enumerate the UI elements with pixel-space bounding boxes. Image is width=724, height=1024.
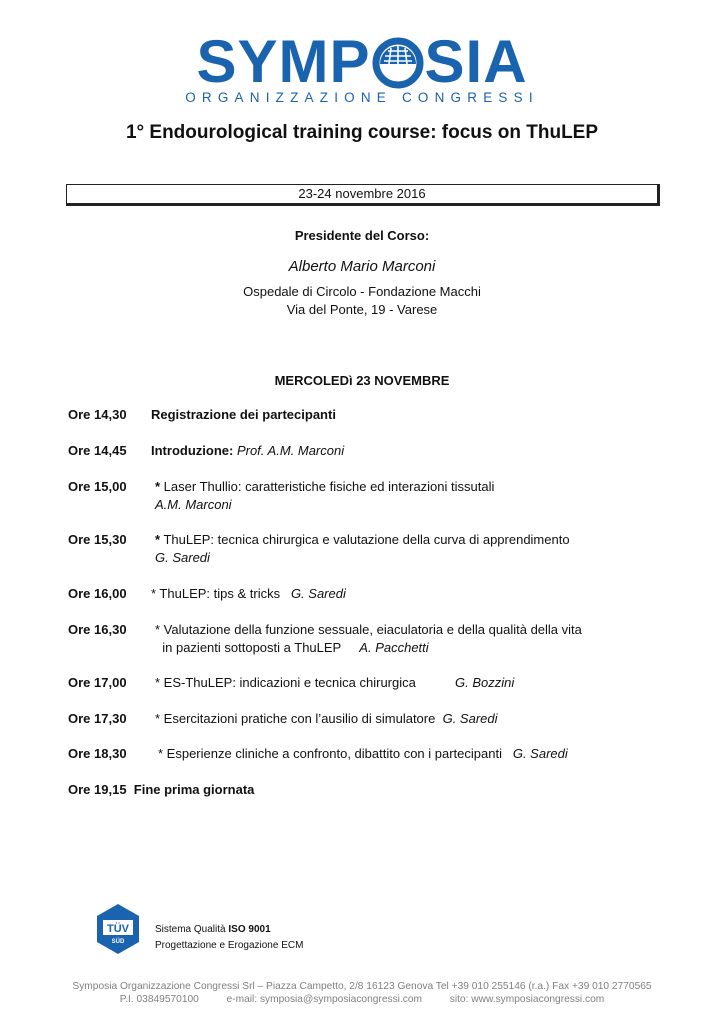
day-heading: MERCOLEDì 23 NOVEMBRE [274,373,450,388]
logo-word-right: SIA [424,28,528,95]
cert-line1-prefix: Sistema Qualità [155,924,229,935]
program-time-7: Ore 17,00 [68,675,127,690]
closing-line: Ore 19,15 Fine prima giornata [68,782,255,797]
cert-line2: Progettazione e Erogazione ECM [155,940,304,951]
program-item-8-text: * Esercitazioni pratiche con l’ausilio di simulatore [155,711,436,726]
tuv-certification-badge [92,903,144,955]
cert-iso: ISO 9001 [228,924,271,935]
globe-icon [372,37,424,89]
program-item-7-text: * ES-ThuLEP: indicazioni e tecnica chirurgica [155,675,416,690]
president-hospital: Ospedale di Circolo - Fondazione Macchi [243,284,481,299]
program-item-4 [155,531,675,567]
program-item-9-text: * Esperienze cliniche a confronto, dibattito con i partecipanti [158,746,502,761]
program-item-9 [158,745,678,763]
program-item-3-star: * [155,479,161,494]
program-item-7-speaker: G. Bozzini [455,675,515,690]
program-item-5 [151,585,671,603]
president-name: Alberto Mario Marconi [288,258,436,275]
program-item-6-text2: in pazienti sottoposti a ThuLEP [162,640,342,655]
program-time-2: Ore 14,45 [68,443,127,458]
president-address: Via del Ponte, 19 - Varese [286,302,438,317]
logo-wordmark [196,28,528,95]
program-item-6-text: * Valutazione della funzione sessuale, eiaculatoria e della qualità della vita [155,622,582,637]
page-title: 1° Endourological training course: focus on ThuLEP [125,122,599,143]
program-item-2-label: Introduzione: [151,443,234,458]
program-item-9-speaker: G. Saredi [512,746,568,761]
symposia-logo [0,28,724,105]
program-item-2-speaker: Prof. A.M. Marconi [236,443,345,458]
program-time-1: Ore 14,30 [68,407,127,422]
footer-contacts [0,994,724,1005]
program-time-6: Ore 16,30 [68,622,127,637]
program-item-8 [155,710,675,728]
date-box: 23-24 novembre 2016 [66,184,660,206]
program-item-8-speaker: G. Saredi [442,711,498,726]
program-item-4-speaker: G. Saredi [155,550,210,565]
program-item-2 [151,442,671,460]
program-time-9: Ore 18,30 [68,746,127,761]
footer-site[interactable]: sito: www.symposiacongressi.com [449,994,605,1005]
program-item-6-speaker: A. Pacchetti [359,640,429,655]
program-item-4-text: ThuLEP: tecnica chirurgica e valutazione della curva di apprendimento [160,532,570,547]
program-item-6 [155,621,675,657]
footer-address: Symposia Organizzazione Congressi Srl – Piazza Campetto, 2/8 16123 Genova Tel +39 010 255146 (r.a.) Fax +39 010 2770565 [72,981,652,992]
tuv-badge-text: TÜV [107,923,129,935]
president-label: Presidente del Corso: [294,228,430,243]
logo-word-left: SYMP [196,28,371,95]
program-time-5: Ore 16,00 [68,586,127,601]
program-item-4-star: * [155,532,161,547]
program-time-8: Ore 17,30 [68,711,127,726]
footer-piva: P.I. 03849570100 [119,994,199,1005]
program-item-1: Registrazione dei partecipanti [151,407,336,422]
program-time-3: Ore 15,00 [68,479,127,494]
program-item-3-text: Laser Thullio: caratteristiche fisiche ed interazioni tissutali [160,479,495,494]
program-item-5-speaker: G. Saredi [290,586,346,601]
program-time-4: Ore 15,30 [68,532,127,547]
logo-tagline: ORGANIZZAZIONE CONGRESSI [185,90,539,105]
program-item-5-text: * ThuLEP: tips & tricks [151,586,281,601]
program-item-7 [155,674,675,692]
certification-text [155,922,303,954]
footer-email[interactable]: e-mail: symposia@symposiacongressi.com [226,994,423,1005]
tuv-badge-sub: SÜD [111,939,125,945]
program-item-3-speaker: A.M. Marconi [155,497,232,512]
program-item-3 [155,478,675,514]
